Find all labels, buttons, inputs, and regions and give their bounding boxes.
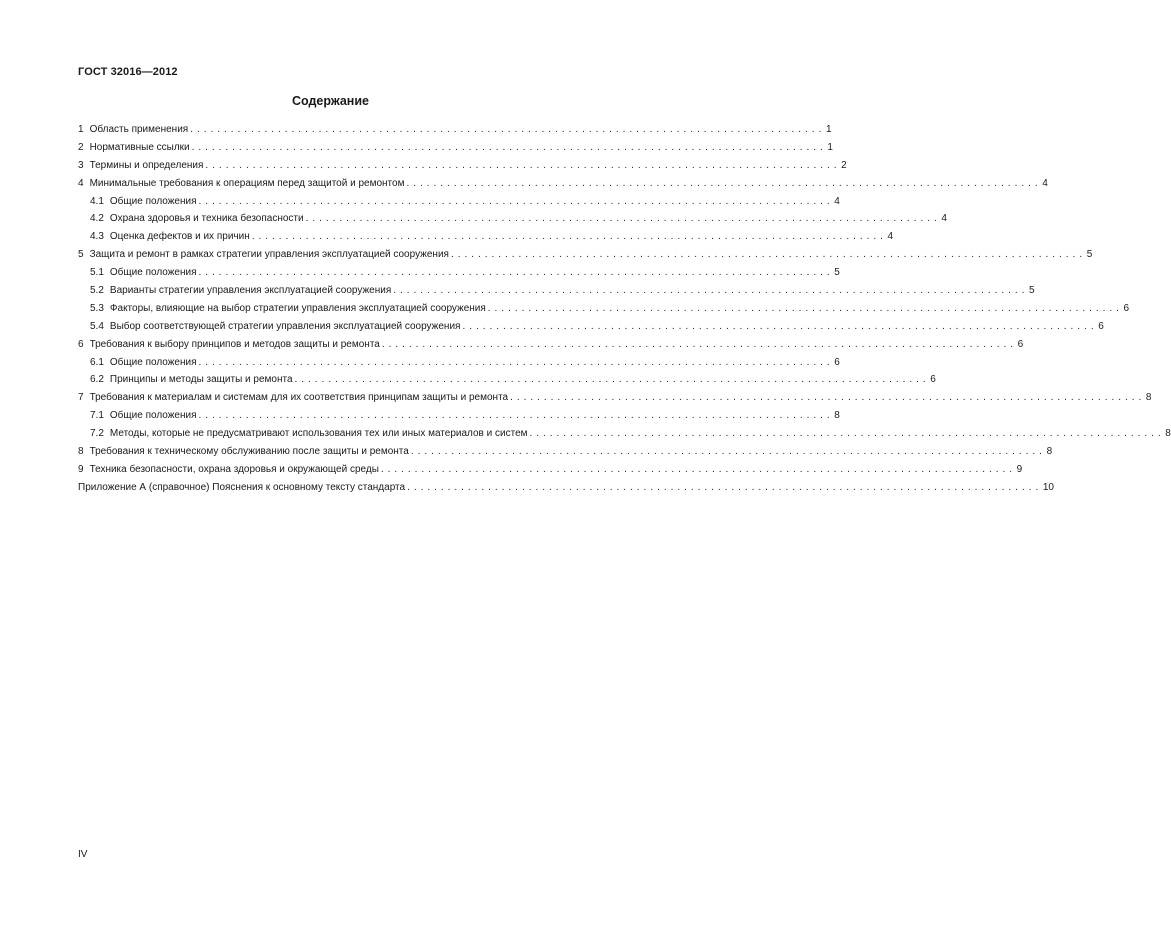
toc-entry-text: Требования к материалам и системам для их соответствия принципам защиты и ремонта — [89, 392, 509, 404]
toc-entry-number: 1 — [78, 124, 84, 135]
toc-entry-text: Требования к техническому обслуживанию после защиты и ремонта — [89, 446, 409, 458]
toc-entry-text: Общие положения — [109, 195, 197, 207]
toc-entry-text: Защита и ремонт в рамках стратегии управления эксплуатацией сооружения — [89, 249, 449, 261]
toc-entry-label — [78, 461, 381, 479]
toc-entry[interactable] — [78, 425, 1171, 443]
toc-entry-label — [90, 282, 393, 300]
toc-entry-number: 5 — [78, 249, 84, 261]
toc-entry[interactable] — [78, 175, 1048, 193]
toc-entry-page: 5 — [1029, 285, 1035, 297]
toc-title: Содержание — [291, 94, 369, 108]
table-of-contents — [78, 121, 1171, 497]
toc-entry-text: Методы, которые не предусматривают использования тех или иных материалов и систем — [109, 428, 528, 440]
toc-leader-dots — [488, 300, 1120, 318]
toc-leader-dots — [411, 443, 1043, 461]
toc-leader-dots — [530, 425, 1162, 443]
toc-entry[interactable] — [78, 282, 1035, 300]
toc-entry-text: Общие положения — [109, 356, 197, 368]
toc-entry-label — [78, 139, 192, 157]
toc-entry[interactable] — [78, 443, 1053, 461]
toc-leader-dots — [462, 318, 1094, 336]
toc-entry-text: Факторы, влияющие на выбор стратегии управления эксплуатацией сооружения — [109, 302, 486, 314]
toc-leader-dots — [295, 371, 927, 389]
toc-entry-label — [90, 407, 199, 425]
toc-entry-text: Варианты стратегии управления эксплуатацией сооружения — [109, 285, 392, 297]
toc-entry-text: Требования к выбору принципов и методов защиты и ремонта — [89, 338, 380, 350]
toc-entry[interactable] — [78, 139, 833, 157]
toc-leader-dots — [190, 121, 822, 139]
toc-entry-page: 10 — [1042, 481, 1054, 493]
toc-entry-page: 4 — [887, 231, 894, 243]
toc-entry[interactable] — [78, 479, 1054, 497]
toc-entry-text: Выбор соответствующей стратегии управления эксплуатацией сооружения — [109, 320, 461, 332]
toc-entry-number: 3 — [78, 159, 84, 171]
toc-entry[interactable] — [78, 371, 936, 389]
toc-entry-page: 2 — [841, 159, 847, 171]
toc-entry[interactable] — [78, 300, 1130, 318]
toc-leader-dots — [382, 336, 1014, 354]
toc-leader-dots — [510, 389, 1142, 407]
toc-entry-number: 7.1 — [90, 410, 104, 422]
toc-entry-page: 8 — [1165, 428, 1171, 440]
toc-entry-number: 9 — [78, 463, 84, 475]
toc-entry-label — [78, 157, 205, 175]
toc-entry-text: Охрана здоровья и техника безопасности — [109, 213, 304, 225]
toc-entry-number: 6 — [78, 338, 84, 350]
toc-entry-label — [90, 193, 199, 211]
toc-entry-label — [90, 318, 462, 336]
toc-entry-number: 4.1 — [90, 195, 104, 207]
toc-entry-number: 2 — [78, 141, 84, 153]
toc-entry-text: Термины и определения — [89, 159, 204, 171]
toc-entry-text: Нормативные ссылки — [89, 141, 190, 153]
toc-entry-text: Оценка дефектов и их причин — [109, 231, 250, 243]
toc-entry-label — [78, 246, 451, 264]
toc-entry[interactable] — [78, 264, 840, 282]
toc-entry-page: 8 — [1145, 392, 1152, 404]
toc-leader-dots — [199, 407, 831, 425]
toc-leader-dots — [252, 228, 884, 246]
page-number: IV — [78, 849, 88, 860]
toc-entry[interactable] — [78, 121, 832, 139]
toc-entry[interactable] — [78, 228, 894, 246]
toc-entry-text: Область применения — [89, 124, 189, 135]
toc-entry-page: 1 — [827, 141, 833, 153]
toc-entry[interactable] — [78, 193, 840, 211]
toc-entry-number: 5.4 — [90, 320, 104, 332]
toc-entry-label — [90, 210, 306, 228]
toc-entry-text: Минимальные требования к операциям перед защитой и ремонтом — [89, 177, 405, 189]
toc-entry[interactable] — [78, 336, 1024, 354]
toc-leader-dots — [407, 479, 1039, 497]
toc-entry-page: 6 — [834, 356, 840, 368]
toc-entry-number: 7 — [78, 392, 84, 404]
document-header: ГОСТ 32016—2012 — [78, 66, 178, 78]
toc-leader-dots — [381, 461, 1013, 479]
toc-entry-label — [78, 443, 411, 461]
toc-entry-label — [78, 175, 406, 193]
toc-entry-text: Принципы и методы защиты и ремонта — [109, 374, 293, 386]
toc-entry-label — [78, 336, 382, 354]
toc-entry-page: 5 — [834, 267, 840, 279]
toc-entry-page: 4 — [834, 195, 840, 207]
toc-entry-page: 6 — [1123, 302, 1130, 314]
toc-leader-dots — [192, 139, 824, 157]
toc-leader-dots — [199, 264, 831, 282]
toc-entry[interactable] — [78, 210, 947, 228]
toc-leader-dots — [199, 354, 831, 372]
toc-leader-dots — [306, 210, 938, 228]
toc-entry-number: 4.3 — [90, 231, 104, 243]
toc-entry[interactable] — [78, 157, 847, 175]
toc-entry-page: 4 — [941, 213, 947, 225]
toc-entry[interactable] — [78, 461, 1023, 479]
toc-entry-label — [90, 425, 530, 443]
toc-entry-number: 5.1 — [90, 267, 104, 279]
toc-entry-page: 4 — [1042, 177, 1048, 189]
toc-entry-page: 6 — [930, 374, 936, 386]
toc-entry[interactable] — [78, 354, 840, 372]
toc-entry-label — [90, 264, 199, 282]
toc-entry-number: 6.1 — [90, 356, 104, 368]
toc-leader-dots — [205, 157, 837, 175]
toc-entry-page: 6 — [1098, 320, 1104, 332]
toc-entry-text: Общие положения — [109, 410, 197, 422]
toc-entry-label — [78, 121, 190, 139]
toc-entry-page: 8 — [834, 410, 840, 422]
toc-entry-page: 1 — [825, 124, 832, 135]
toc-entry-text: Приложение А (справочное) Пояснения к основному тексту стандарта — [78, 481, 406, 493]
toc-entry-page: 8 — [1046, 446, 1053, 458]
toc-entry-label — [90, 300, 488, 318]
toc-entry-label — [90, 371, 295, 389]
toc-entry[interactable] — [78, 246, 1093, 264]
toc-entry[interactable] — [78, 389, 1152, 407]
toc-entry-page: 9 — [1016, 463, 1023, 475]
toc-entry-label — [90, 228, 252, 246]
toc-entry-text: Общие положения — [109, 267, 197, 279]
toc-leader-dots — [406, 175, 1038, 193]
toc-leader-dots — [393, 282, 1025, 300]
toc-entry-label — [78, 479, 407, 497]
toc-leader-dots — [451, 246, 1083, 264]
toc-entry[interactable] — [78, 407, 840, 425]
toc-entry-text: Техника безопасности, охрана здоровья и окружающей среды — [89, 463, 379, 475]
toc-entry-label — [78, 389, 510, 407]
toc-entry[interactable] — [78, 318, 1104, 336]
toc-entry-number: 8 — [78, 446, 84, 458]
toc-entry-page: 5 — [1086, 249, 1093, 261]
toc-leader-dots — [199, 193, 831, 211]
toc-entry-number: 6.2 — [90, 374, 104, 386]
toc-entry-number: 5.3 — [90, 302, 104, 314]
toc-entry-number: 5.2 — [90, 285, 104, 297]
toc-entry-number: 4.2 — [90, 213, 104, 225]
toc-entry-number: 4 — [78, 177, 84, 189]
toc-entry-number: 7.2 — [90, 428, 104, 440]
toc-entry-label — [90, 354, 199, 372]
toc-entry-page: 6 — [1017, 338, 1024, 350]
